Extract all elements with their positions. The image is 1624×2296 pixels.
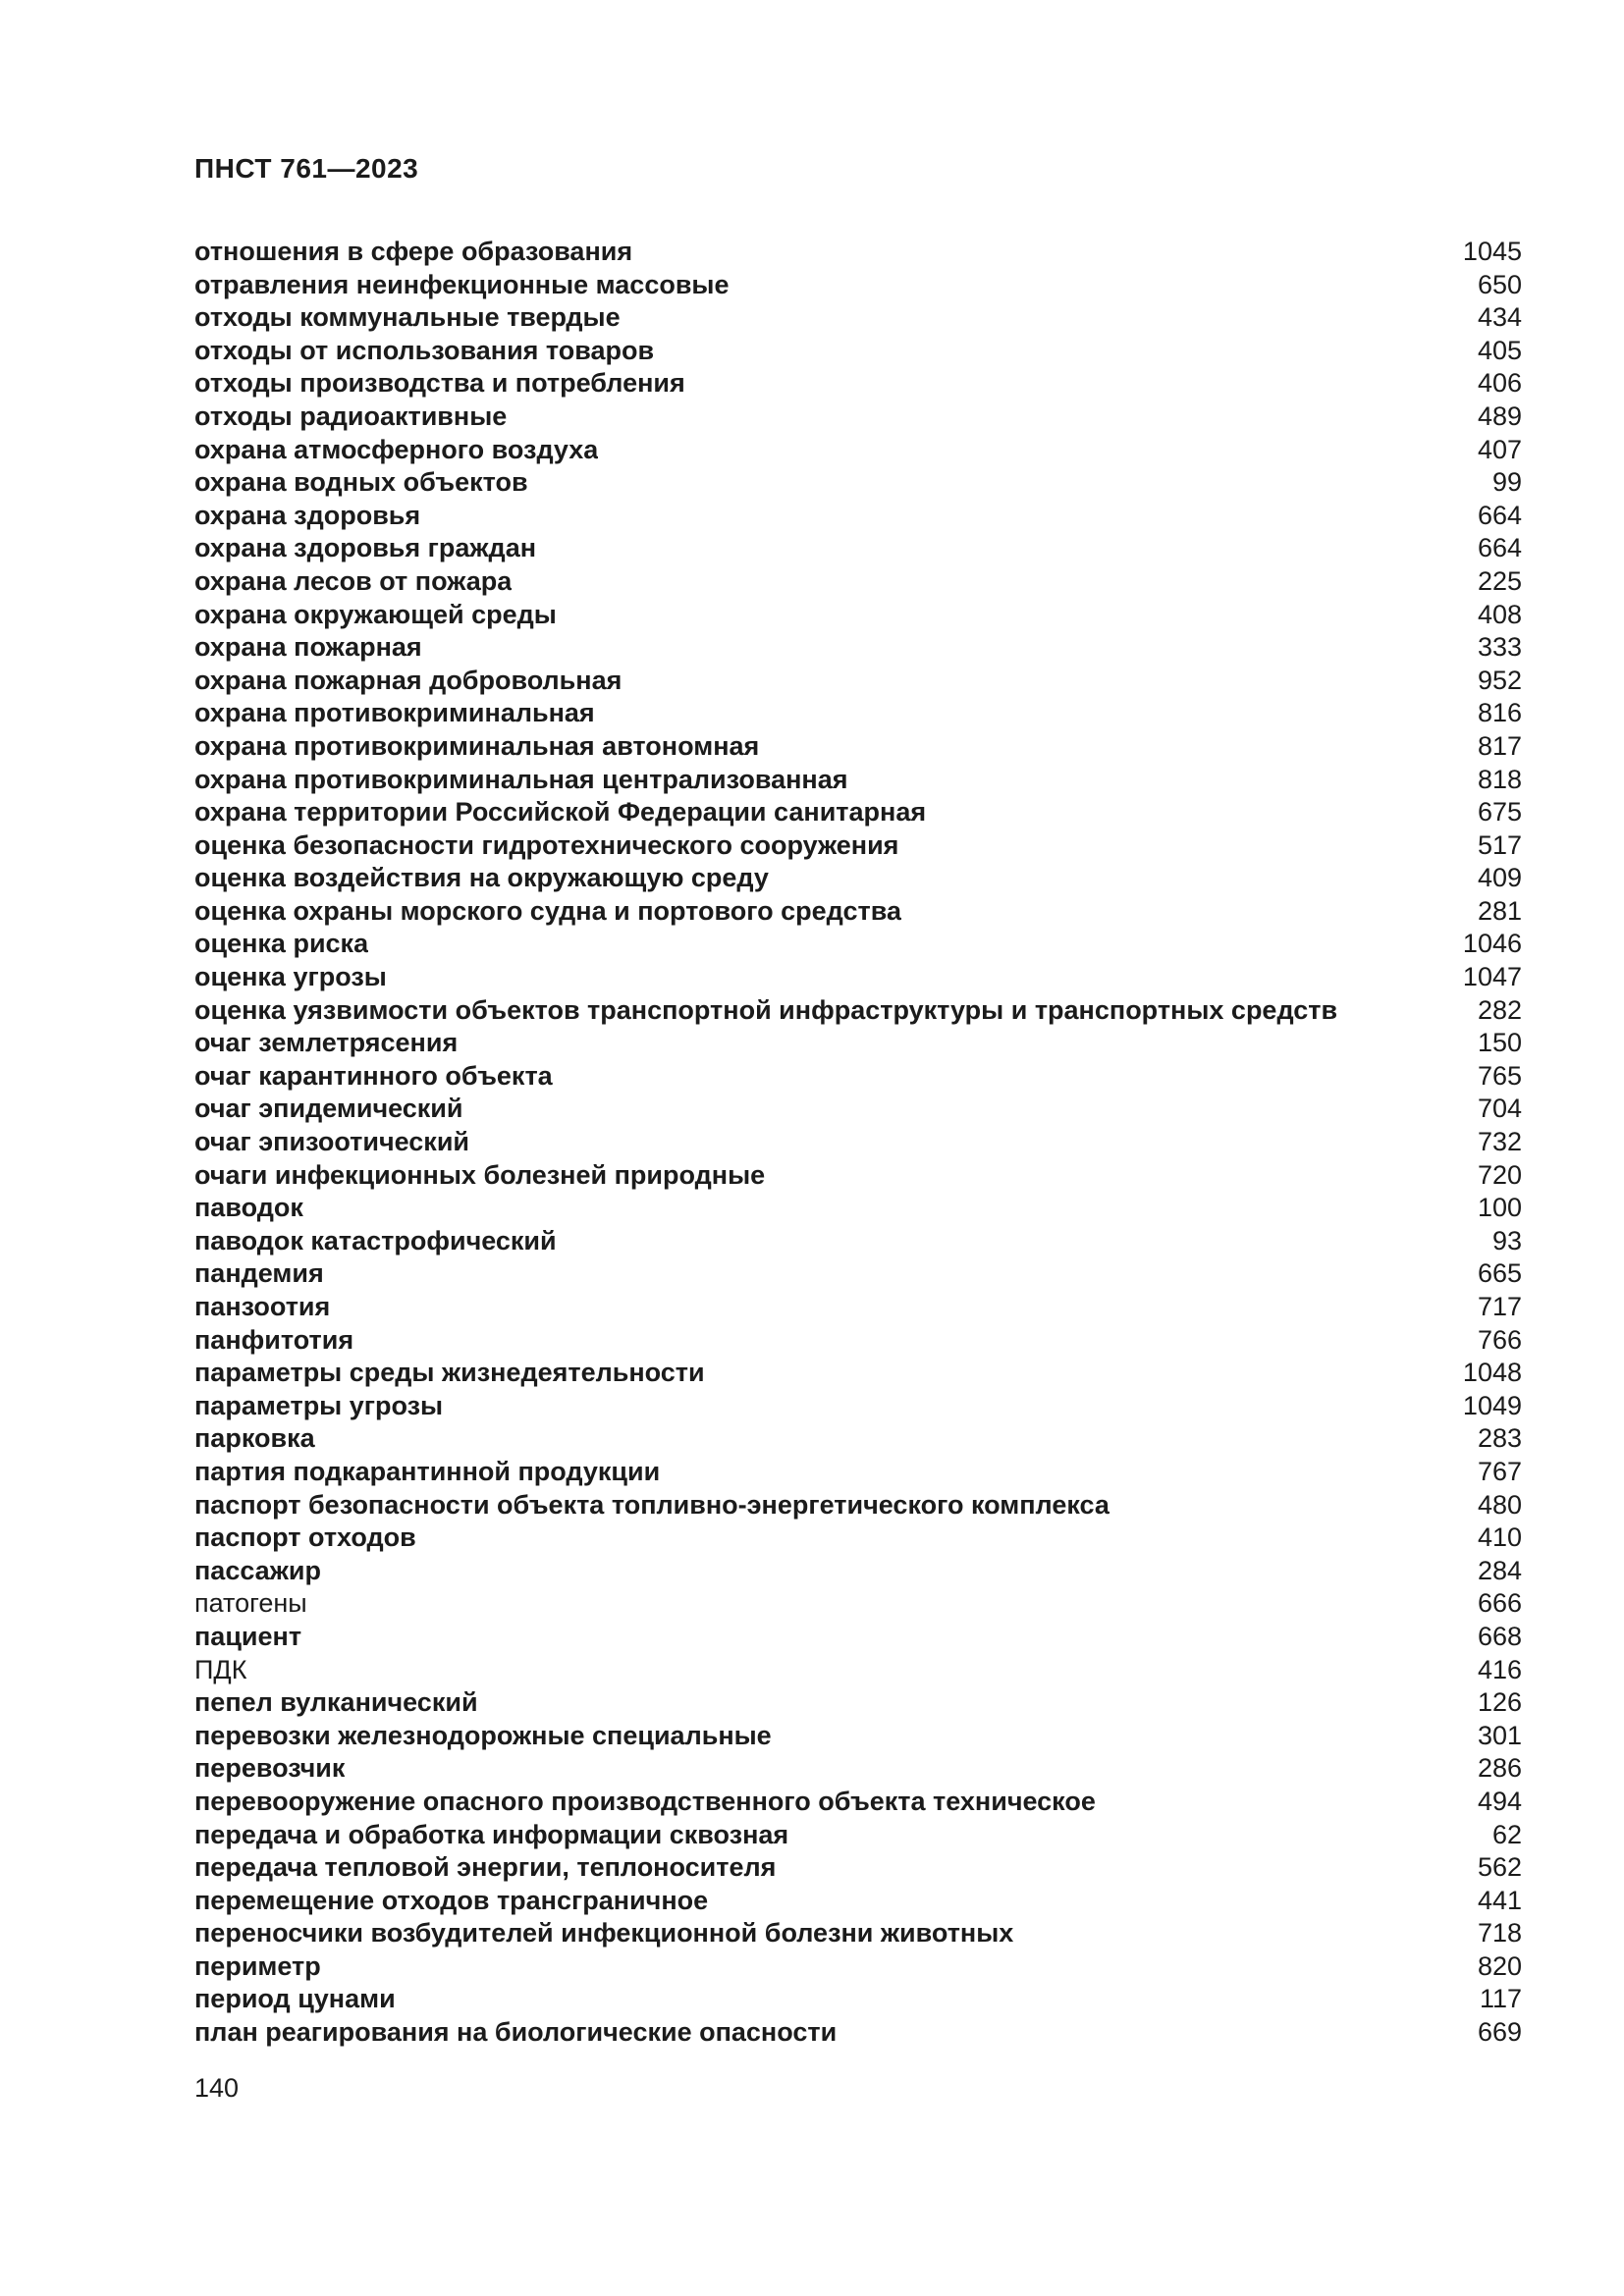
index-entry-row [194,466,1522,500]
index-term: очаг карантинного объекта [194,1060,553,1091]
index-term: охрана здоровья [194,500,421,530]
index-entry-row [194,1851,1522,1885]
index-term: перемещение отходов трансграничное [194,1885,709,1915]
index-term: охрана территории Российской Федерации санитарная [194,797,927,828]
index-entry-page-number: 489 [1477,400,1522,431]
index-term: отношения в сфере образования [194,237,633,266]
index-entry-page-number: 665 [1477,1258,1522,1289]
index-term: оценка охраны морского судна и портового средства [194,895,901,926]
index-entry-row [194,236,1522,269]
index-term: охрана окружающей среды [194,599,557,629]
index-term: оценка безопасности гидротехнического сооружения [194,829,899,860]
index-term: параметры среды жизнедеятельности [194,1358,705,1388]
index-entry-row [194,1357,1522,1390]
index-term: охрана водных объектов [194,467,528,498]
index-term: отходы производства и потребления [194,368,685,399]
index-entry-page-number: 284 [1477,1555,1522,1585]
index-entry-row [194,1291,1522,1324]
index-entry-page-number: 283 [1477,1423,1522,1454]
index-term: пепел вулканический [194,1687,478,1718]
index-entry-row [194,928,1522,961]
index-term: охрана атмосферного воздуха [194,434,599,464]
index-entry-page-number: 301 [1477,1720,1522,1750]
index-entry-row [194,697,1522,730]
index-entry-row [194,1422,1522,1456]
index-entry-page-number: 100 [1477,1193,1522,1223]
index-entry-row [194,665,1522,698]
index-entry-row [194,1257,1522,1291]
index-entry-row [194,1819,1522,1852]
index-entry-page-number: 1048 [1462,1358,1522,1388]
index-entry-row [194,1159,1522,1193]
document-designation: ПНСТ 761—2023 [194,153,419,184]
index-entry-row [194,1983,1522,2016]
index-entry-row [194,500,1522,533]
index-entry-page-number: 126 [1477,1687,1522,1718]
index-entry-row [194,961,1522,994]
index-term: патогены [194,1588,307,1619]
index-entry-page-number: 517 [1477,829,1522,860]
index-term: паводок [194,1193,303,1223]
index-entry-page-number: 817 [1477,730,1522,761]
index-term: план реагирования на биологические опасности [194,2017,838,2048]
index-entry-page-number: 1049 [1462,1390,1522,1420]
index-term: периметр [194,1950,321,1981]
index-entry-page-number: 416 [1477,1654,1522,1684]
index-entry-row [194,895,1522,929]
index-entry-page-number: 333 [1477,632,1522,663]
index-entry-page-number: 407 [1477,434,1522,464]
index-entry-row [194,1786,1522,1819]
index-term: перевозки железнодорожные специальные [194,1720,772,1750]
index-entry-page-number: 952 [1477,665,1522,695]
index-entry-page-number: 282 [1477,994,1522,1025]
index-entry-row [194,2016,1522,2050]
index-entry-row [194,796,1522,829]
index-entry-row [194,730,1522,764]
index-entry-page-number: 62 [1491,1819,1522,1849]
index-term: период цунами [194,1984,396,2014]
index-entry-page-number: 494 [1477,1786,1522,1816]
index-entry-row [194,1621,1522,1654]
index-entry-row [194,1390,1522,1423]
index-entry-page-number: 480 [1477,1489,1522,1520]
index-entry-row [194,1027,1522,1060]
index-term: охрана противокриминальная [194,698,595,728]
index-entry-page-number: 409 [1477,863,1522,893]
index-entry-page-number: 93 [1491,1225,1522,1255]
index-entry-page-number: 286 [1477,1753,1522,1784]
index-entry-row [194,1917,1522,1950]
index-entry-row [194,1456,1522,1489]
index-term: охрана здоровья граждан [194,533,537,563]
index-entry-row [194,1686,1522,1720]
index-entry-row [194,1060,1522,1094]
index-term: паводок катастрофический [194,1225,557,1255]
index-term: партия подкарантинной продукции [194,1456,661,1486]
index-term: отходы коммунальные твердые [194,302,621,333]
index-entry-page-number: 150 [1477,1028,1522,1058]
index-term: панзоотия [194,1292,331,1321]
index-entry-row [194,1324,1522,1358]
index-entry-page-number: 765 [1477,1060,1522,1091]
index-entry-page-number: 225 [1477,565,1522,596]
index-entry-row [194,434,1522,467]
index-term: пациент [194,1621,302,1651]
index-entry-row [194,1093,1522,1126]
index-entry-row [194,532,1522,565]
index-entry-row [194,1522,1522,1555]
index-term: охрана пожарная добровольная [194,665,623,695]
index-entry-page-number: 717 [1477,1292,1522,1321]
index-term: паспорт безопасности объекта топливно-энергетического комплекса [194,1489,1110,1520]
index-entry-page-number: 766 [1477,1324,1522,1355]
index-entry-page-number: 281 [1477,895,1522,926]
index-entry-page-number: 1047 [1462,962,1522,992]
index-term: отходы от использования товаров [194,335,655,365]
index-entry-row [194,1752,1522,1786]
index-entry-page-number: 718 [1477,1918,1522,1949]
index-term: передача тепловой энергии, теплоносителя [194,1852,777,1883]
page-number: 140 [194,2073,240,2103]
index-entry-row [194,1950,1522,1984]
index-entry-row [194,269,1522,302]
index-entry-page-number: 704 [1477,1094,1522,1124]
index-entry-page-number: 408 [1477,599,1522,629]
index-entry-page-number: 434 [1477,302,1522,333]
index-term: ПДК [194,1654,247,1684]
index-entry-row [194,335,1522,368]
index-term: пассажир [194,1555,321,1585]
index-entry-row [194,301,1522,335]
index-entry-row [194,1654,1522,1687]
index-entry-page-number: 666 [1477,1588,1522,1619]
index-term: оценка воздействия на окружающую среду [194,863,769,893]
index-term: очаг эпизоотический [194,1127,470,1157]
index-entry-page-number: 669 [1477,2017,1522,2048]
index-entry-page-number: 675 [1477,797,1522,828]
index-entry-row [194,862,1522,895]
index-entry-page-number: 720 [1477,1159,1522,1190]
index-term: панфитотия [194,1324,354,1355]
index-entry-row [194,1192,1522,1225]
index-entry-row [194,400,1522,434]
index-entry-row [194,829,1522,863]
index-entry-page-number: 732 [1477,1127,1522,1157]
index-term: перевозчик [194,1753,346,1784]
index-entry-row [194,1885,1522,1918]
index-entry-page-number: 816 [1477,698,1522,728]
index-term: отходы радиоактивные [194,400,508,431]
index-entry-page-number: 818 [1477,764,1522,794]
index-term: переносчики возбудителей инфекционной болезни животных [194,1918,1014,1949]
index-entry-row [194,367,1522,400]
index-entry-row [194,764,1522,797]
index-term: отравления неинфекционные массовые [194,269,730,299]
index-term: охрана пожарная [194,632,422,663]
index-term: оценка угрозы [194,962,387,992]
index-entry-row [194,1555,1522,1588]
index-entry-page-number: 406 [1477,368,1522,399]
index-term: охрана противокриминальная автономная [194,730,760,761]
index-entry-page-number: 664 [1477,500,1522,530]
index-term: паспорт отходов [194,1522,416,1553]
index-entry-row [194,1126,1522,1159]
index-entry-page-number: 562 [1477,1852,1522,1883]
index-term: пандемия [194,1258,324,1289]
alphabetical-index-list [194,236,1522,2050]
index-term: параметры угрозы [194,1390,444,1420]
index-entry-page-number: 117 [1479,1984,1522,2014]
index-term: очаг землетрясения [194,1028,459,1058]
index-entry-page-number: 410 [1477,1522,1522,1553]
index-entry-page-number: 650 [1477,269,1522,299]
index-entry-page-number: 1045 [1462,237,1522,266]
index-term: очаги инфекционных болезней природные [194,1159,766,1190]
index-entry-row [194,631,1522,665]
index-entry-page-number: 441 [1477,1885,1522,1915]
index-entry-page-number: 668 [1477,1621,1522,1651]
index-entry-row [194,994,1522,1028]
index-term: передача и обработка информации сквозная [194,1819,789,1849]
index-entry-page-number: 99 [1491,467,1522,498]
index-entry-page-number: 664 [1477,533,1522,563]
index-term: очаг эпидемический [194,1094,463,1124]
index-term: перевооружение опасного производственного объекта техническое [194,1786,1096,1816]
index-entry-row [194,599,1522,632]
index-entry-page-number: 405 [1477,335,1522,365]
index-entry-row [194,1587,1522,1621]
index-term: охрана лесов от пожара [194,565,513,596]
index-term: оценка уязвимости объектов транспортной инфраструктуры и транспортных средств [194,994,1338,1025]
index-term: оценка риска [194,929,369,959]
index-entry-page-number: 767 [1477,1456,1522,1486]
index-entry-page-number: 1046 [1462,929,1522,959]
index-entry-row [194,1489,1522,1522]
index-entry-row [194,1225,1522,1258]
index-entry-row [194,565,1522,599]
index-entry-page-number: 820 [1477,1950,1522,1981]
index-term: парковка [194,1423,315,1454]
index-term: охрана противокриминальная централизованная [194,764,848,794]
index-entry-row [194,1720,1522,1753]
